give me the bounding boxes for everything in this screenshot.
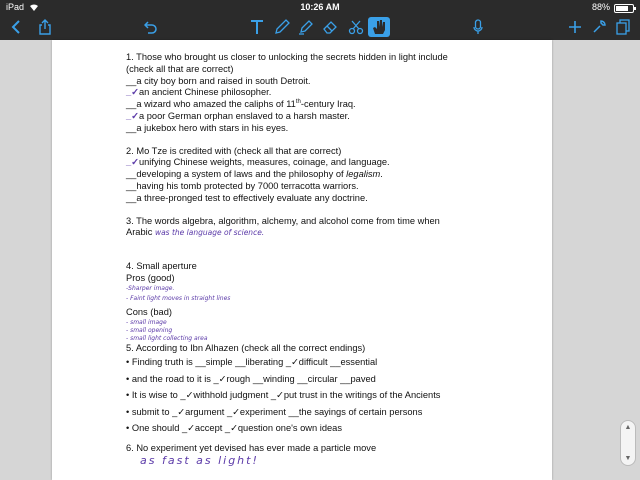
- q5-row: • One should _✓accept _✓question one's own ideas: [126, 423, 342, 434]
- question-2: 2. Mo Tze is credited with (check all that are correct): [126, 145, 342, 156]
- pen-icon[interactable]: [272, 17, 292, 37]
- q2-option: __a three-pronged test to effectively evaluate any doctrine.: [126, 192, 368, 203]
- text-tool-icon[interactable]: [248, 17, 266, 37]
- handwritten-answer: was the language of science.: [154, 228, 265, 238]
- battery-icon: [614, 4, 634, 13]
- highlighter-icon[interactable]: [296, 17, 316, 37]
- q5-row: • submit to _✓argument _✓experiment __the sayings of certain persons: [126, 406, 423, 417]
- hand-tool-icon[interactable]: [368, 17, 390, 37]
- q1-option: __a jukebox hero with stars in his eyes.: [126, 122, 289, 133]
- handwritten-con: - small light collecting area: [126, 334, 208, 342]
- status-bar: [0, 0, 640, 14]
- share-icon[interactable]: [36, 17, 54, 37]
- microphone-icon[interactable]: [470, 17, 486, 37]
- q1-option: _✓a poor German orphan enslaved to a harsh master.: [126, 110, 350, 121]
- question-1: 1. Those who brought us closer to unlocking the secrets hidden in light include: [126, 52, 448, 62]
- q5-row: • Finding truth is __simple __liberating _✓difficult __essential: [126, 357, 378, 368]
- q1-option: _✓an ancient Chinese philosopher.: [126, 87, 272, 98]
- add-icon[interactable]: [566, 17, 584, 37]
- q1-option: __a city boy born and raised in south Detroit.: [126, 75, 311, 86]
- cons-label: Cons (bad): [126, 306, 172, 317]
- q1-option: __a wizard who amazed the caliphs of 11th-century Iraq.: [126, 99, 356, 110]
- question-4: 4. Small aperture: [126, 261, 197, 272]
- app-toolbar: [0, 14, 640, 40]
- battery-percent: 88%: [591, 2, 610, 12]
- scroll-down-icon[interactable]: ▼: [624, 455, 632, 462]
- q2-option: __having his tomb protected by 7000 terracotta warriors.: [126, 180, 359, 191]
- handwritten-con: - small opening: [126, 326, 173, 334]
- question-5: 5. According to Ibn Alhazen (check all the correct endings): [126, 342, 366, 353]
- handwritten-pro: - Faint light moves in straight lines: [126, 294, 231, 302]
- question-3: 3. The words algebra, algorithm, alchemy, and alcohol come from time when: [126, 215, 440, 226]
- question-6: 6. No experiment yet devised has ever made a particle move: [126, 442, 377, 453]
- question-1-instruction: (check all that are correct): [126, 63, 234, 74]
- scroll-up-icon[interactable]: ▲: [624, 424, 632, 431]
- pros-label: Pros (good): [126, 272, 175, 283]
- settings-wrench-icon[interactable]: [590, 17, 608, 37]
- question-3-answer-line: Arabic was the language of science.: [126, 227, 265, 238]
- scissors-icon[interactable]: [346, 17, 366, 37]
- q5-row: • and the road to it is _✓rough __winding __circular __paved: [126, 373, 376, 384]
- back-chevron-icon[interactable]: [8, 17, 24, 37]
- handwritten-pro: -Sharper image.: [126, 284, 175, 292]
- undo-icon[interactable]: [142, 17, 160, 37]
- document-content: [126, 52, 546, 466]
- pages-icon[interactable]: [614, 17, 632, 37]
- q5-row: • It is wise to _✓withhold judgment _✓put trust in the writings of the Ancients: [126, 390, 441, 401]
- clock: 10:26 AM: [300, 2, 340, 12]
- handwritten-answer: as fast as light!: [140, 453, 259, 467]
- eraser-icon[interactable]: [320, 17, 340, 37]
- q2-option: __developing a system of laws and the philosophy of legalism.: [126, 169, 383, 180]
- q2-option: _✓unifying Chinese weights, measures, coinage, and language.: [126, 157, 390, 168]
- page-scroll-widget[interactable]: [620, 420, 636, 466]
- carrier-label: iPad: [6, 2, 25, 12]
- handwritten-con: - small image: [126, 318, 167, 326]
